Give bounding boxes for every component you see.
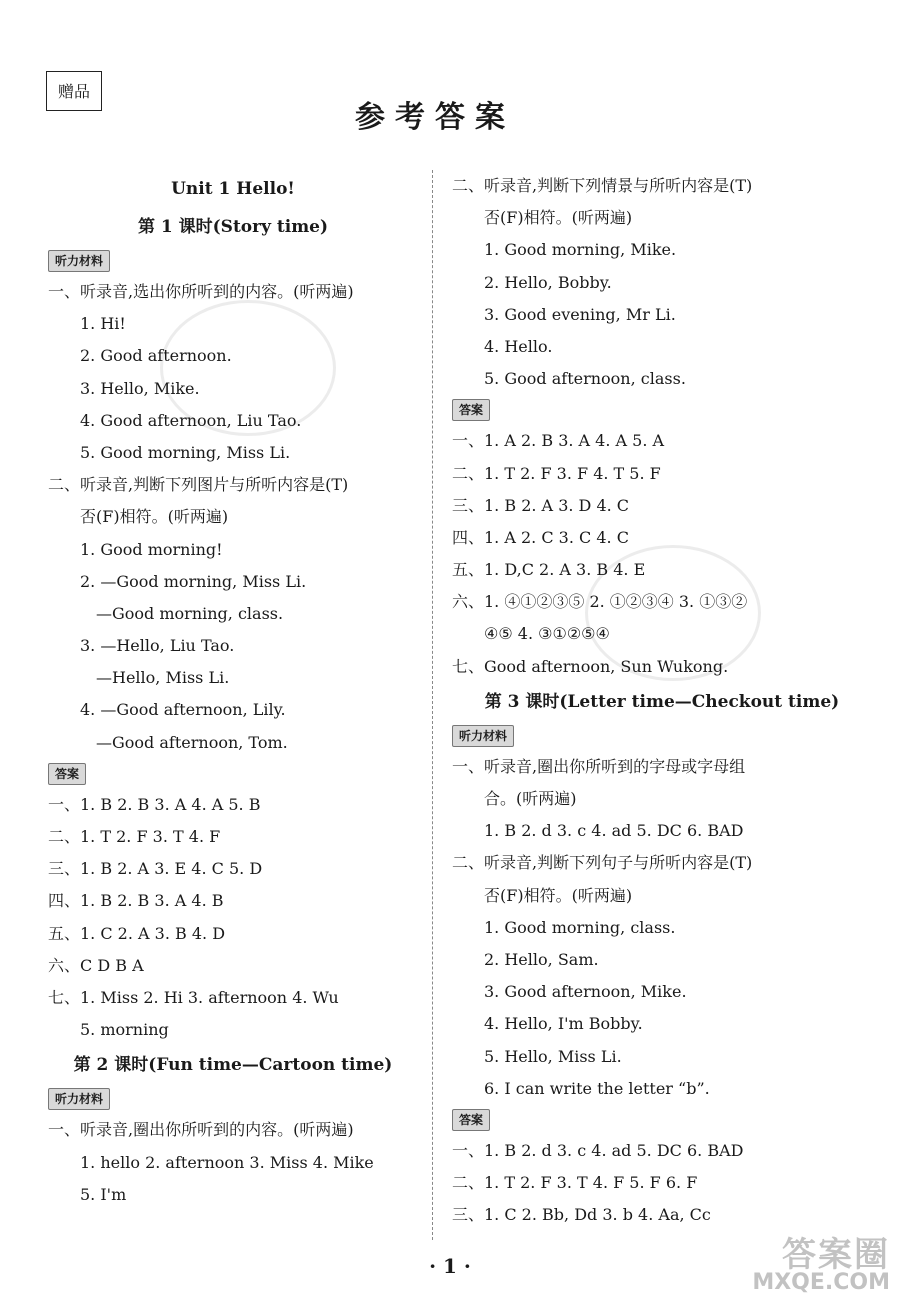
question-line: 三、1. B 2. A 3. D 4. C [452, 495, 630, 515]
item-line: 3. —Hello, Liu Tao. [80, 636, 235, 656]
item-line: 否(F)相符。(听两遍) [484, 208, 633, 228]
left-column [48, 170, 418, 1211]
item-line: 1. Good morning! [80, 539, 223, 559]
question-line: 一、听录音,选出你所听到的内容。(听两遍) [48, 282, 354, 301]
question-line: 二、1. T 2. F 3. T 4. F 5. F 6. F [452, 1173, 698, 1193]
question-line: 二、1. T 2. F 3. T 4. F [48, 827, 221, 846]
item-line: —Hello, Miss Li. [96, 668, 230, 688]
site-watermark [752, 1235, 890, 1297]
column-divider [432, 170, 433, 1240]
section-tag: 听力材料 [452, 725, 514, 747]
question-line: 二、1. T 2. F 3. F 4. T 5. F [452, 463, 661, 483]
question-line: 七、Good afternoon, Sun Wukong. [452, 656, 729, 676]
item-line: 合。(听两遍) [484, 789, 577, 808]
item-line: 否(F)相符。(听两遍) [80, 507, 229, 527]
item-line: 2. —Good morning, Miss Li. [80, 571, 307, 591]
question-line: 六、C D B A [48, 955, 144, 975]
watermark-domain: MXQE.COM [752, 1270, 890, 1295]
unit-heading: Unit 1 Hello! [171, 179, 295, 199]
item-line: 5. morning [80, 1020, 169, 1040]
item-line: 6. I can write the letter “b”. [484, 1078, 710, 1098]
watermark-logo-text: 答案圈 [782, 1235, 890, 1275]
gift-label: 赠品 [46, 71, 102, 111]
item-line: 2. Hello, Bobby. [484, 272, 612, 292]
section-tag: 答案 [48, 763, 86, 785]
item-line: 5. Good afternoon, class. [484, 369, 686, 389]
item-line: 否(F)相符。(听两遍) [484, 885, 633, 905]
item-line: 1. Good morning, Mike. [484, 240, 677, 260]
question-line: 七、1. Miss 2. Hi 3. afternoon 4. Wu [48, 987, 339, 1007]
question-line: 六、1. ④①②③⑤ 2. ①②③④ 3. ①③② [452, 592, 748, 612]
question-line: 一、1. B 2. B 3. A 4. A 5. B [48, 794, 261, 814]
question-line: 一、听录音,圈出你所听到的字母或字母组 [452, 756, 746, 776]
section-tag-row [452, 1105, 872, 1135]
item-line: 4. —Good afternoon, Lily. [80, 700, 286, 720]
right-column [452, 170, 872, 1231]
item-line: 5. Good morning, Miss Li. [80, 442, 291, 462]
item-line: 2. Good afternoon. [80, 346, 232, 366]
section-tag: 答案 [452, 399, 490, 421]
question-line: 一、1. B 2. d 3. c 4. ad 5. DC 6. BAD [452, 1140, 744, 1160]
question-line: 一、1. A 2. B 3. A 4. A 5. A [452, 431, 665, 451]
section-tag-row [452, 395, 872, 425]
question-line: 五、1. C 2. A 3. B 4. D [48, 923, 226, 943]
item-line: 4. Hello. [484, 336, 553, 356]
section-tag-row [48, 759, 418, 789]
question-line: 三、1. B 2. A 3. E 4. C 5. D [48, 859, 263, 879]
question-line: 三、1. C 2. Bb, Dd 3. b 4. Aa, Cc [452, 1205, 711, 1225]
page-number: · 1 · [429, 1254, 471, 1278]
section-tag: 听力材料 [48, 250, 110, 272]
section-tag: 听力材料 [48, 1088, 110, 1110]
question-line: 四、1. B 2. B 3. A 4. B [48, 891, 224, 911]
question-line: 五、1. D,C 2. A 3. B 4. E [452, 560, 646, 580]
item-line: —Good afternoon, Tom. [96, 732, 288, 752]
item-line: 1. Hi! [80, 314, 126, 334]
question-line: 二、听录音,判断下列图片与所听内容是(T) [48, 475, 349, 495]
item-line: 5. I'm [80, 1184, 127, 1204]
question-line: 一、听录音,圈出你所听到的内容。(听两遍) [48, 1120, 354, 1140]
question-line: 二、听录音,判断下列情景与所听内容是(T) [452, 176, 753, 195]
question-line: 二、听录音,判断下列句子与所听内容是(T) [452, 853, 753, 873]
lesson-heading: 第 1 课时(Story time) [137, 217, 329, 237]
section-tag: 答案 [452, 1109, 490, 1131]
item-line: 1. hello 2. afternoon 3. Miss 4. Mike [80, 1152, 374, 1172]
item-line: 5. Hello, Miss Li. [484, 1046, 622, 1066]
page-title: 参考答案 [355, 100, 515, 135]
item-line: 3. Hello, Mike. [80, 378, 200, 398]
lesson-heading: 第 3 课时(Letter time—Checkout time) [484, 691, 840, 712]
item-line: ④⑤ 4. ③①②⑤④ [484, 624, 610, 644]
item-line: 1. Good morning, class. [484, 917, 676, 937]
section-tag-row [452, 721, 872, 751]
item-line: 4. Hello, I'm Bobby. [484, 1014, 643, 1034]
section-tag-row [48, 246, 418, 276]
item-line: 1. B 2. d 3. c 4. ad 5. DC 6. BAD [484, 821, 744, 841]
question-line: 四、1. A 2. C 3. C 4. C [452, 527, 629, 547]
item-line: 3. Good afternoon, Mike. [484, 982, 687, 1002]
item-line: 4. Good afternoon, Liu Tao. [80, 410, 302, 430]
item-line: 3. Good evening, Mr Li. [484, 304, 676, 324]
item-line: —Good morning, class. [96, 603, 284, 623]
section-tag-row [48, 1084, 418, 1114]
item-line: 2. Hello, Sam. [484, 949, 599, 969]
lesson-heading: 第 2 课时(Fun time—Cartoon time) [73, 1055, 393, 1076]
